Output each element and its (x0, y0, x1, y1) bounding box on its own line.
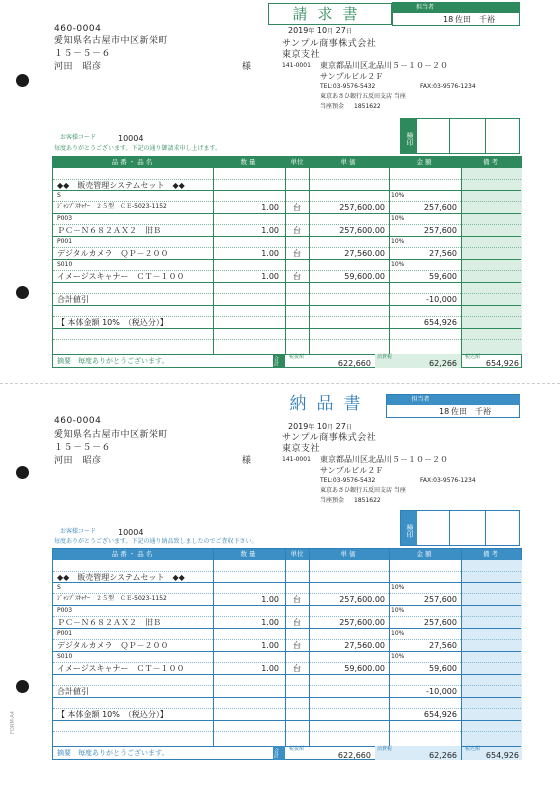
row-divider (53, 697, 521, 698)
item-unit: 台 (293, 664, 301, 673)
date-year-unit: 年 (308, 28, 315, 35)
recipient-postal: 460-0004 (54, 24, 102, 34)
col-header: 単位 (290, 550, 304, 558)
account-number: 1851622 (354, 103, 381, 110)
account-label: 当座預金 (320, 497, 345, 504)
item-qty: 1.00 (261, 272, 279, 281)
item-price: 59,600.00 (344, 272, 385, 281)
date (288, 27, 352, 35)
account-number: 1851622 (354, 497, 381, 504)
discount-amount: -10,000 (426, 295, 457, 304)
row-divider (53, 571, 521, 572)
date-day-unit: 日 (345, 424, 352, 431)
col-divider (389, 157, 390, 354)
item-tax: 10% (391, 192, 405, 199)
row-divider (53, 236, 521, 237)
item-code: P001 (57, 238, 73, 245)
row-divider (53, 731, 521, 732)
item-qty: 1.00 (261, 664, 279, 673)
invoice-form (0, 0, 560, 380)
stamp-label: 検印 (401, 511, 417, 545)
side-mark: FORM-A4 (9, 711, 16, 734)
item-price: 257,600.00 (339, 203, 385, 212)
col-header: 品番・品名 (111, 158, 155, 166)
stamp-cell (485, 119, 486, 153)
col-header: 単位 (290, 158, 304, 166)
recipient-name: 河田 昭彦 (54, 456, 102, 466)
item-name: ◆◆ 販売管理システムセット ◆◆ (57, 573, 185, 582)
row-divider (53, 593, 521, 594)
staff-code: 18 (439, 407, 450, 416)
row-divider (53, 328, 521, 329)
col-header: 備考 (483, 158, 500, 166)
row-divider (53, 605, 521, 606)
item-price: 27,560.00 (344, 249, 385, 258)
item-unit: 台 (293, 203, 301, 212)
item-name: ｼﾞｬﾝﾌﾟｽｷｬﾅｰ ２５型 ＣＥ-5023-1152 (57, 595, 167, 602)
item-price: 257,600.00 (339, 226, 385, 235)
account-label: 当座預金 (320, 103, 345, 110)
date-day-unit: 日 (345, 28, 352, 35)
date-year: 2019 (288, 422, 309, 431)
item-unit: 台 (293, 249, 301, 258)
row-divider (53, 651, 521, 652)
sender-tel: TEL:03-9576-5432 (320, 477, 376, 484)
item-name: ＰＣ－Ｎ６８２ＡＸ２ 旧Ｂ (57, 226, 161, 235)
item-code: P001 (57, 630, 73, 637)
item-amount: 59,600 (429, 272, 457, 281)
sender-postal: 141-0001 (282, 62, 311, 69)
col-header: 品番・品名 (111, 550, 155, 558)
stamp-box (400, 510, 520, 546)
item-qty: 1.00 (261, 618, 279, 627)
recipient-address: 愛知県名古屋市中区新栄町 (54, 430, 169, 440)
item-name: イメージスキャナー ＣＴ－１００ (57, 664, 185, 673)
stamp-cell (449, 511, 450, 545)
item-code: S010 (57, 261, 73, 268)
staff-name: 佐田 千裕 (455, 15, 495, 24)
row-divider (53, 282, 521, 283)
item-amount: 257,600 (423, 226, 457, 235)
staff-caption-2 (454, 395, 520, 405)
col-header: 単価 (340, 158, 358, 166)
sender-address2: サンプルビル２Ｆ (320, 72, 384, 81)
customer-code: 10004 (118, 134, 144, 143)
item-code: S010 (57, 653, 73, 660)
item-code: S (57, 192, 61, 199)
sender-branch: 東京支社 (282, 444, 321, 454)
row-divider (53, 259, 521, 260)
row-divider (53, 270, 521, 271)
stamp-cell (449, 119, 450, 153)
col-divider (389, 549, 390, 746)
row-divider (53, 708, 521, 709)
sender-branch: 東京支社 (282, 50, 321, 60)
item-name: デジタルカメラ ＱＰ－２００ (57, 249, 169, 258)
staff-box (386, 394, 520, 418)
tax-label: 消費税 (377, 746, 393, 752)
item-qty: 1.00 (261, 595, 279, 604)
footer-note: 摘要 毎度ありがとうございます。 (57, 749, 169, 757)
subtotal-label: 税抜額 (289, 354, 305, 360)
item-amount: 257,600 (423, 203, 457, 212)
row-divider (53, 305, 521, 306)
tax-label: 消費税 (377, 354, 393, 360)
item-tax: 10% (391, 238, 405, 245)
col-header: 金額 (416, 158, 434, 166)
grand-total: 654,926 (485, 359, 519, 368)
sender-address2: サンプルビル２Ｆ (320, 466, 384, 475)
col-divider (309, 157, 310, 354)
staff-box (392, 2, 520, 26)
item-name: ◆◆ 販売管理システムセット ◆◆ (57, 181, 185, 190)
item-name: デジタルカメラ ＱＰ－２００ (57, 641, 169, 650)
item-unit: 台 (293, 641, 301, 650)
row-divider (53, 316, 521, 317)
item-tax: 10% (391, 630, 405, 637)
item-unit: 台 (293, 226, 301, 235)
total-label: 合計 (273, 748, 279, 758)
date-month-unit: 月 (327, 28, 334, 35)
item-price: 27,560.00 (344, 641, 385, 650)
perforation-line (0, 383, 560, 384)
customer-code: 10004 (118, 528, 144, 537)
sender-bank: 東京あさひ銀行五反田支店 当座 (320, 487, 406, 494)
row-divider (53, 628, 521, 629)
col-header: 単価 (340, 550, 358, 558)
date-month: 10 (316, 26, 328, 35)
sender-company: サンプル商事株式会社 (282, 39, 377, 49)
greeting: 毎度ありがとうございます。下記の通り御請求申し上げます。 (54, 145, 222, 152)
row-divider (53, 247, 521, 248)
item-tax: 10% (391, 261, 405, 268)
item-tax: 10% (391, 215, 405, 222)
sender-bank: 東京あさひ銀行五反田支店 当座 (320, 93, 406, 100)
col-header: 金額 (416, 550, 434, 558)
col-header: 数量 (240, 158, 258, 166)
tax: 62,266 (429, 751, 457, 760)
body-total-label: 【 本体金額 10% （税込分）】 (57, 318, 168, 327)
subtotal: 622,660 (337, 359, 371, 368)
grand-label: 税込額 (465, 746, 481, 752)
table-header (53, 549, 521, 560)
customer-code-label: お客様コード (60, 134, 97, 141)
footer-note: 摘要 毎度ありがとうございます。 (57, 357, 169, 365)
body-total-label: 【 本体金額 10% （税込分）】 (57, 710, 168, 719)
item-code: S (57, 584, 61, 591)
col-divider (309, 549, 310, 746)
recipient-postal: 460-0004 (54, 416, 102, 426)
item-name: ＰＣ－Ｎ６８２ＡＸ２ 旧Ｂ (57, 618, 161, 627)
item-tax: 10% (391, 607, 405, 614)
date-month: 10 (316, 422, 328, 431)
item-amount: 27,560 (429, 249, 457, 258)
row-divider (53, 639, 521, 640)
item-code: P003 (57, 215, 73, 222)
col-header: 備考 (483, 550, 500, 558)
col-divider (213, 549, 214, 746)
row-divider (53, 190, 521, 191)
recipient-address: 愛知県名古屋市中区新栄町 (54, 36, 169, 46)
sender-fax: FAX:03-9576-1234 (420, 477, 476, 484)
col-divider (461, 157, 462, 368)
col-divider (285, 157, 286, 354)
date-day: 27 (335, 26, 346, 35)
body-total-amount: 654,926 (423, 710, 457, 719)
row-divider (53, 179, 521, 180)
item-code: P003 (57, 607, 73, 614)
tax: 62,266 (429, 359, 457, 368)
item-amount: 257,600 (423, 618, 457, 627)
remarks-shade (461, 168, 522, 354)
row-divider (53, 685, 521, 686)
stamp-label: 検印 (401, 119, 417, 153)
grand-label: 税込額 (465, 354, 481, 360)
stamp-cell (485, 511, 486, 545)
item-price: 257,600.00 (339, 595, 385, 604)
item-qty: 1.00 (261, 226, 279, 235)
date-year: 2019 (288, 26, 309, 35)
sender-address1: 東京都品川区北品川５－１０－２０ (320, 61, 448, 70)
row-divider (53, 224, 521, 225)
discount-label: 合計値引 (57, 687, 89, 696)
delivery-title: 納品書 (289, 394, 371, 414)
item-price: 257,600.00 (339, 618, 385, 627)
col-divider (213, 157, 214, 354)
row-divider (53, 213, 521, 214)
item-price: 59,600.00 (344, 664, 385, 673)
row-divider (53, 720, 521, 721)
invoice-title: 請求書 (268, 3, 392, 25)
item-tax: 10% (391, 653, 405, 660)
total-label: 合計 (273, 356, 279, 366)
row-divider (53, 582, 521, 583)
subtotal: 622,660 (337, 751, 371, 760)
item-tax: 10% (391, 584, 405, 591)
item-qty: 1.00 (261, 641, 279, 650)
staff-caption: 担当者 (393, 3, 457, 13)
row-divider (53, 293, 521, 294)
date-day: 27 (335, 422, 346, 431)
col-divider (461, 549, 462, 760)
item-unit: 台 (293, 272, 301, 281)
col-header: 数量 (240, 550, 258, 558)
recipient-block: １５－５－６ (54, 49, 112, 59)
item-unit: 台 (293, 595, 301, 604)
remarks-shade (461, 560, 522, 760)
col-divider (285, 549, 286, 746)
stamp-box (400, 118, 520, 154)
item-name: イメージスキャナー ＣＴ－１００ (57, 272, 185, 281)
row-divider (53, 201, 521, 202)
staff-name: 佐田 千裕 (451, 407, 491, 416)
item-amount: 257,600 (423, 595, 457, 604)
discount-amount: -10,000 (426, 687, 457, 696)
sender-tel: TEL:03-9576-5432 (320, 83, 376, 90)
recipient-honorific: 様 (242, 456, 252, 466)
sender-company: サンプル商事株式会社 (282, 433, 377, 443)
sender-postal: 141-0001 (282, 456, 311, 463)
discount-label: 合計値引 (57, 295, 89, 304)
item-table (52, 156, 522, 368)
greeting: 毎度ありがとうございます。下記の通り納品致しましたのでご査収下さい。 (54, 538, 258, 545)
grand-total: 654,926 (485, 751, 519, 760)
item-amount: 27,560 (429, 641, 457, 650)
sender-fax: FAX:03-9576-1234 (420, 83, 476, 90)
staff-caption-2 (457, 3, 520, 13)
date-month-unit: 月 (327, 424, 334, 431)
row-divider (53, 674, 521, 675)
item-qty: 1.00 (261, 203, 279, 212)
staff-code: 18 (443, 15, 454, 24)
customer-code-label: お客様コード (60, 528, 97, 535)
delivery-form (0, 390, 560, 790)
row-divider (53, 662, 521, 663)
staff-caption: 担当者 (387, 395, 454, 405)
recipient-block: １５－５－６ (54, 443, 112, 453)
table-header (53, 157, 521, 168)
subtotal-label: 税抜額 (289, 746, 305, 752)
item-unit: 台 (293, 618, 301, 627)
item-qty: 1.00 (261, 249, 279, 258)
recipient-honorific: 様 (242, 62, 252, 72)
recipient-name: 河田 昭彦 (54, 62, 102, 72)
item-table (52, 548, 522, 760)
row-divider (53, 616, 521, 617)
sender-address1: 東京都品川区北品川５－１０－２０ (320, 455, 448, 464)
row-divider (53, 339, 521, 340)
item-amount: 59,600 (429, 664, 457, 673)
body-total-amount: 654,926 (423, 318, 457, 327)
date-year-unit: 年 (308, 424, 315, 431)
item-name: ｼﾞｬﾝﾌﾟｽｷｬﾅｰ ２５型 ＣＥ-5023-1152 (57, 203, 167, 210)
date (288, 423, 352, 431)
